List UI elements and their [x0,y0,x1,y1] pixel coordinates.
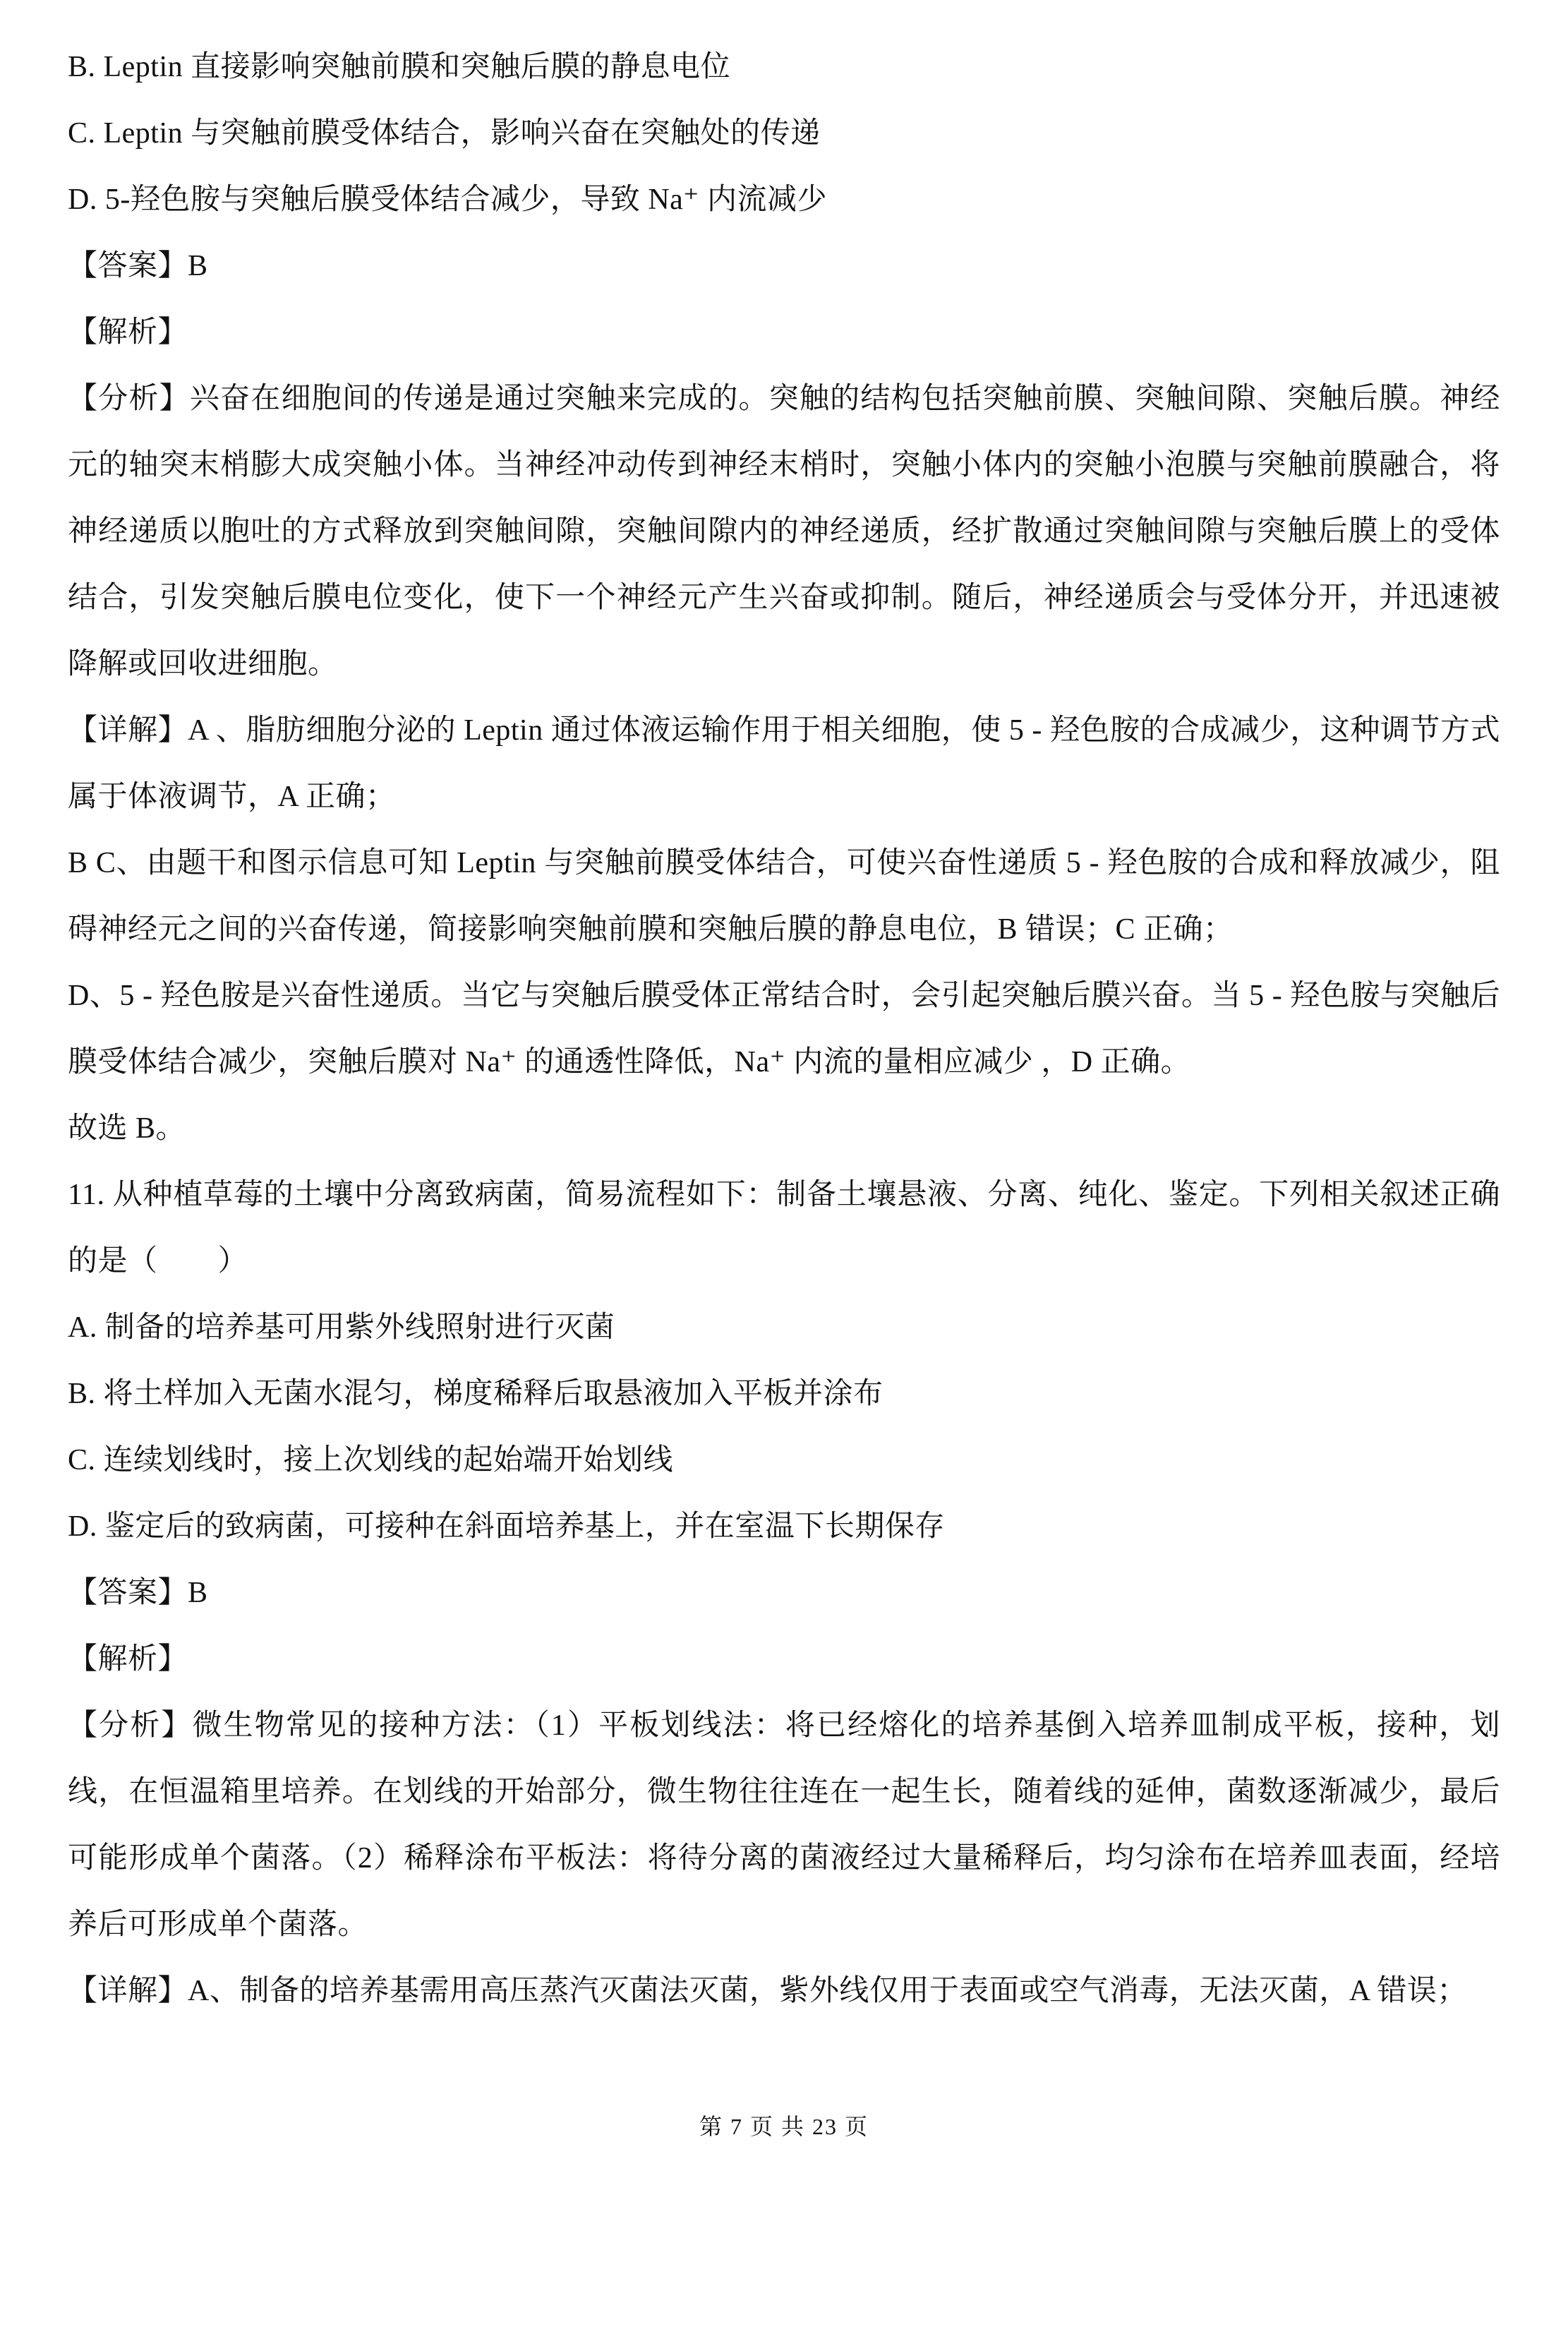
q11-question-stem: 11. 从种植草莓的土壤中分离致病菌，简易流程如下：制备土壤悬液、分离、纯化、鉴定。下列相关叙述正确的是（ ） [68,1179,1500,1277]
q10-option-d: D. 5-羟色胺与突触后膜受体结合减少，导致 Na⁺ 内流减少 [68,184,827,216]
q10-detail-paragraph-bc: B C、由题干和图示信息可知 Leptin 与突触前膜受体结合，可使兴奋性递质 5 - 羟色胺的合成和释放减少，阻碍神经元之间的兴奋传递，简接影响突触前膜和突触后膜的静息电位，B 错误；C 正确； [68,847,1500,946]
q10-option-b: B. Leptin 直接影响突触前膜和突触后膜的静息电位 [68,51,731,83]
q10-analysis-paragraph: 【分析】兴奋在细胞间的传递是通过突触来完成的。突触的结构包括突触前膜、突触间隙、突触后膜。神经元的轴突末梢膨大成突触小体。当神经冲动传到神经末梢时，突触小体内的突触小泡膜与突触前膜融合，将神经递质以胞吐的方式释放到突触间隙，突触间隙内的神经递质，经扩散通过突触间隙与突触后膜上的受体结合，引发突触后膜电位变化，使下一个神经元产生兴奋或抑制。随后，神经递质会与受体分开，并迅速被降解或回收进细胞。 [68,383,1500,680]
q11-option-b: B. 将土样加入无菌水混匀，梯度稀释后取悬液加入平板并涂布 [68,1378,883,1410]
q10-analysis-label: 【解析】 [68,316,188,349]
q11-detail-paragraph-a: 【详解】A、制备的培养基需用高压蒸汽灭菌法灭菌，紫外线仅用于表面或空气消毒，无法灭菌，A 错误； [68,1975,1467,2007]
q11-option-c: C. 连续划线时，接上次划线的起始端开始划线 [68,1444,674,1476]
q11-answer-line: 【答案】B [68,1577,208,1609]
q11-analysis-paragraph: 【分析】微生物常见的接种方法：（1）平板划线法：将已经熔化的培养基倒入培养皿制成平板，接种，划线，在恒温箱里培养。在划线的开始部分，微生物往往连在一起生长，随着线的延伸，菌数逐渐减少，最后可能形成单个菌落。（2）稀释涂布平板法：将待分离的菌液经过大量稀释后，均匀涂布在培养皿表面，经培养后可形成单个菌落。 [68,1709,1500,1941]
q10-detail-paragraph-a: 【详解】A 、脂肪细胞分泌的 Leptin 通过体液运输作用于相关细胞，使 5 - 羟色胺的合成减少，这种调节方式属于体液调节，A 正确； [68,714,1500,813]
page-footer [0,2109,1568,2141]
q10-option-c: C. Leptin 与突触前膜受体结合，影响兴奋在突触处的传递 [68,117,821,150]
page-number-text: 第 7 页 共 23 页 [699,2114,869,2139]
q11-option-d: D. 鉴定后的致病菌，可接种在斜面培养基上，并在室温下长期保存 [68,1510,945,1543]
q11-analysis-label: 【解析】 [68,1643,188,1676]
q10-detail-paragraph-d: D、5 - 羟色胺是兴奋性递质。当它与突触后膜受体正常结合时，会引起突触后膜兴奋。当 5 - 羟色胺与突触后膜受体结合减少，突触后膜对 Na⁺ 的通透性降低，Na⁺ 内流的量相应减少 ，D 正确。 [68,980,1500,1078]
q10-answer-line: 【答案】B [68,250,208,282]
q10-conclusion-line: 故选 B。 [68,1112,186,1145]
q11-option-a: A. 制备的培养基可用紫外线照射进行灭菌 [68,1311,615,1344]
